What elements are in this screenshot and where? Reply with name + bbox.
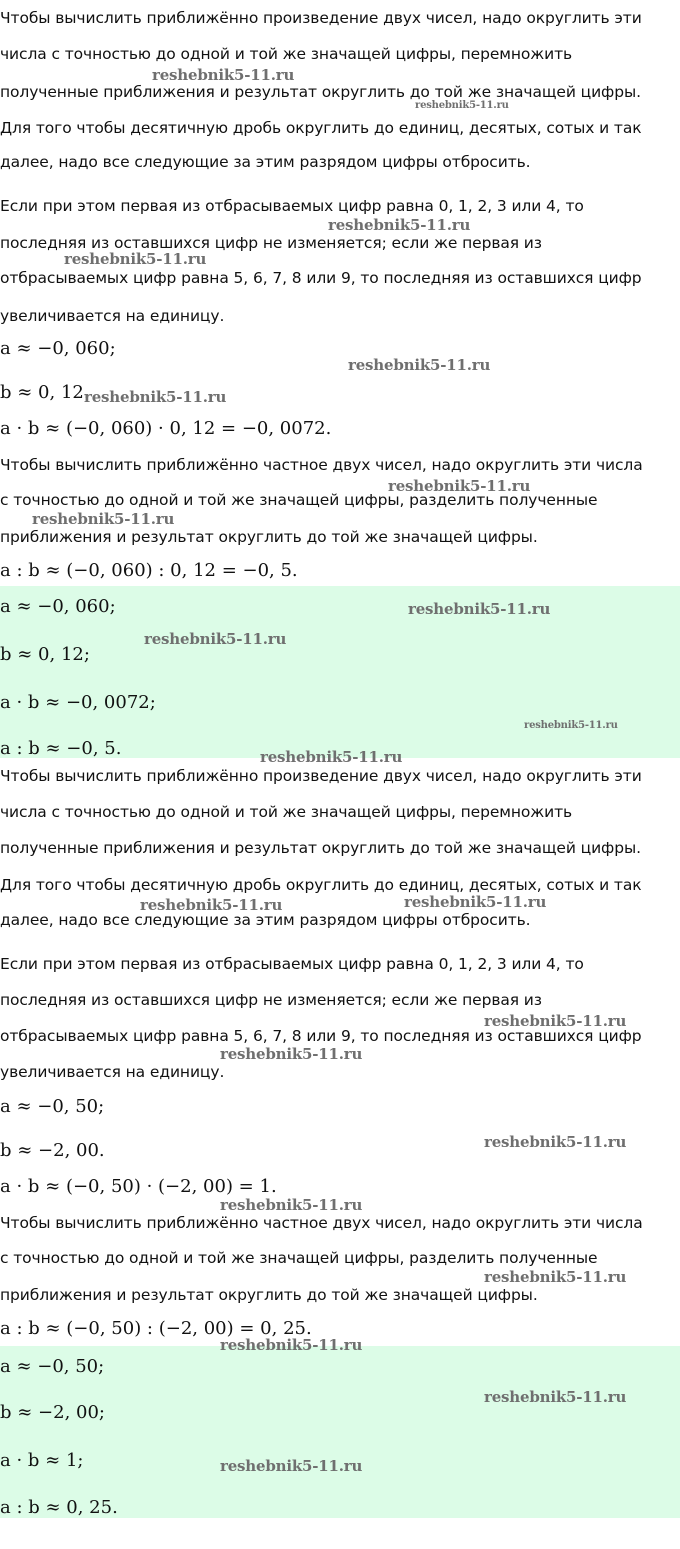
watermark: reshebnik5-11.ru (328, 216, 471, 234)
paragraph-line: с точностью до одной и той же значащей цифры, разделить полученные (0, 491, 598, 509)
watermark: reshebnik5-11.ru (140, 896, 283, 914)
watermark: reshebnik5-11.ru (484, 1012, 627, 1030)
paragraph-line: увеличивается на единицу. (0, 1063, 225, 1081)
formula: a · b ≈ (−0, 060) · 0, 12 = −0, 0072. (0, 418, 332, 439)
watermark: reshebnik5-11.ru (408, 600, 551, 618)
paragraph-line: увеличивается на единицу. (0, 307, 225, 325)
watermark: reshebnik5-11.ru (84, 388, 227, 406)
watermark: reshebnik5-11.ru (64, 250, 207, 268)
watermark: reshebnik5-11.ru (484, 1388, 627, 1406)
formula: b ≈ 0, 12. (0, 382, 90, 403)
watermark: reshebnik5-11.ru (152, 66, 295, 84)
watermark: reshebnik5-11.ru (484, 1268, 627, 1286)
paragraph-line: Чтобы вычислить приближённо частное двух чисел, надо округлить эти числа (0, 1214, 643, 1232)
watermark: reshebnik5-11.ru (415, 100, 509, 111)
paragraph-line: полученные приближения и результат округлить до той же значащей цифры. (0, 83, 641, 101)
paragraph-line: приближения и результат округлить до той же значащей цифры. (0, 1286, 538, 1304)
answer-line: a ≈ −0, 060; (0, 596, 116, 617)
answer-line: a ≈ −0, 50; (0, 1356, 105, 1377)
watermark: reshebnik5-11.ru (388, 477, 531, 495)
watermark: reshebnik5-11.ru (32, 510, 175, 528)
watermark: reshebnik5-11.ru (524, 720, 618, 731)
formula: a : b ≈ (−0, 50) : (−2, 00) = 0, 25. (0, 1318, 312, 1339)
paragraph-line: числа с точностью до одной и той же значащей цифры, перемножить (0, 45, 573, 63)
formula: b ≈ −2, 00. (0, 1140, 105, 1161)
paragraph-line: приближения и результат округлить до той же значащей цифры. (0, 528, 538, 546)
paragraph-line: Для того чтобы десятичную дробь округлить до единиц, десятых, сотых и так (0, 119, 642, 137)
watermark: reshebnik5-11.ru (348, 356, 491, 374)
paragraph-line: отбрасываемых цифр равна 5, 6, 7, 8 или 9, то последняя из оставшихся цифр (0, 269, 642, 287)
paragraph-line: числа с точностью до одной и той же значащей цифры, перемножить (0, 803, 573, 821)
watermark: reshebnik5-11.ru (220, 1336, 363, 1354)
paragraph-line: Если при этом первая из отбрасываемых цифр равна 0, 1, 2, 3 или 4, то (0, 955, 584, 973)
watermark: reshebnik5-11.ru (144, 630, 287, 648)
answer-line: a : b ≈ −0, 5. (0, 738, 122, 759)
paragraph-line: Если при этом первая из отбрасываемых цифр равна 0, 1, 2, 3 или 4, то (0, 197, 584, 215)
watermark: reshebnik5-11.ru (220, 1457, 363, 1475)
paragraph-line: последняя из оставшихся цифр не изменяется; если же первая из (0, 991, 542, 1009)
answer-line: b ≈ −2, 00; (0, 1402, 105, 1423)
formula: a : b ≈ (−0, 060) : 0, 12 = −0, 5. (0, 560, 298, 581)
watermark: reshebnik5-11.ru (220, 1045, 363, 1063)
paragraph-line: Чтобы вычислить приближённо произведение двух чисел, надо округлить эти (0, 9, 642, 27)
paragraph-line: Чтобы вычислить приближённо частное двух чисел, надо округлить эти числа (0, 456, 643, 474)
answer-line: b ≈ 0, 12; (0, 644, 90, 665)
paragraph-line: отбрасываемых цифр равна 5, 6, 7, 8 или 9, то последняя из оставшихся цифр (0, 1027, 642, 1045)
formula: a · b ≈ (−0, 50) · (−2, 00) = 1. (0, 1176, 277, 1197)
answer-line: a · b ≈ −0, 0072; (0, 692, 156, 713)
paragraph-line: последняя из оставшихся цифр не изменяется; если же первая из (0, 234, 542, 252)
paragraph-line: Для того чтобы десятичную дробь округлить до единиц, десятых, сотых и так (0, 876, 642, 894)
paragraph-line: с точностью до одной и той же значащей цифры, разделить полученные (0, 1249, 598, 1267)
paragraph-line: далее, надо все следующие за этим разрядом цифры отбросить. (0, 153, 531, 171)
formula: a ≈ −0, 060; (0, 338, 116, 359)
paragraph-line: Чтобы вычислить приближённо произведение двух чисел, надо округлить эти (0, 767, 642, 785)
answer-line: a · b ≈ 1; (0, 1450, 84, 1471)
paragraph-line: далее, надо все следующие за этим разрядом цифры отбросить. (0, 911, 531, 929)
watermark: reshebnik5-11.ru (404, 893, 547, 911)
paragraph-line: полученные приближения и результат округлить до той же значащей цифры. (0, 839, 641, 857)
formula: a ≈ −0, 50; (0, 1096, 105, 1117)
watermark: reshebnik5-11.ru (260, 748, 403, 766)
watermark: reshebnik5-11.ru (220, 1196, 363, 1214)
answer-line: a : b ≈ 0, 25. (0, 1497, 118, 1518)
watermark: reshebnik5-11.ru (484, 1133, 627, 1151)
